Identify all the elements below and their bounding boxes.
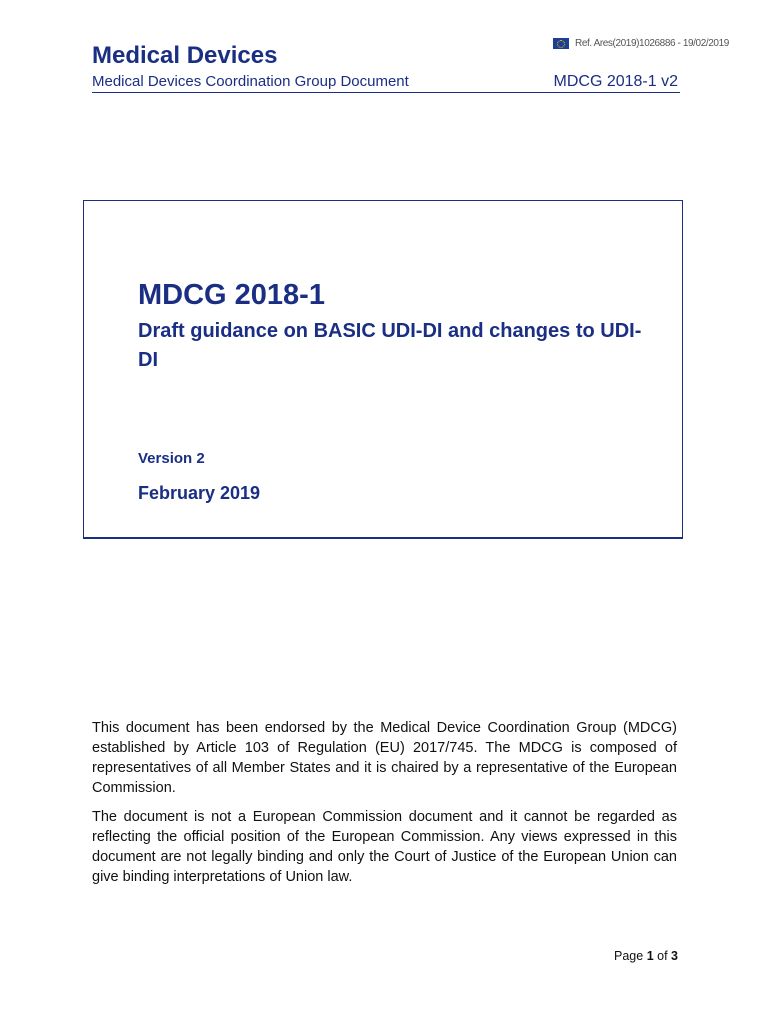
page-prefix: Page — [614, 949, 644, 963]
version-label: Version 2 — [138, 450, 205, 467]
document-title: MDCG 2018-1 — [138, 279, 325, 311]
document-code: MDCG 2018-1 v2 — [553, 73, 678, 90]
page-number — [614, 949, 678, 963]
reference-stamp-text: Ref. Ares(2019)1026886 - 19/02/2019 — [575, 38, 729, 49]
brand-title: Medical Devices — [92, 42, 278, 69]
page-of: of — [657, 949, 668, 963]
header-divider — [92, 92, 680, 93]
document-subtitle: Draft guidance on BASIC UDI-DI and changes to UDI-DI — [138, 320, 642, 371]
eu-flag-icon — [553, 38, 569, 49]
page-total: 3 — [671, 949, 678, 963]
page-current: 1 — [646, 949, 654, 963]
disclaimer-paragraph: The document is not a European Commission document and it cannot be regarded as reflecting the official position of the European Commission. Any views expressed in this document are not legally binding and only the Court of Justice of the European Union can give binding interpretations of Union law. — [92, 809, 677, 885]
group-name: Medical Devices Coordination Group Document — [92, 73, 409, 90]
endorsement-paragraph: This document has been endorsed by the Medical Device Coordination Group (MDCG) established by Article 103 of Regulation (EU) 2017/745. The MDCG is composed of representatives of all Member States and it is chaired by a representative of the European Commission. — [92, 720, 677, 796]
publication-date: February 2019 — [138, 483, 261, 503]
reference-stamp — [553, 38, 729, 49]
